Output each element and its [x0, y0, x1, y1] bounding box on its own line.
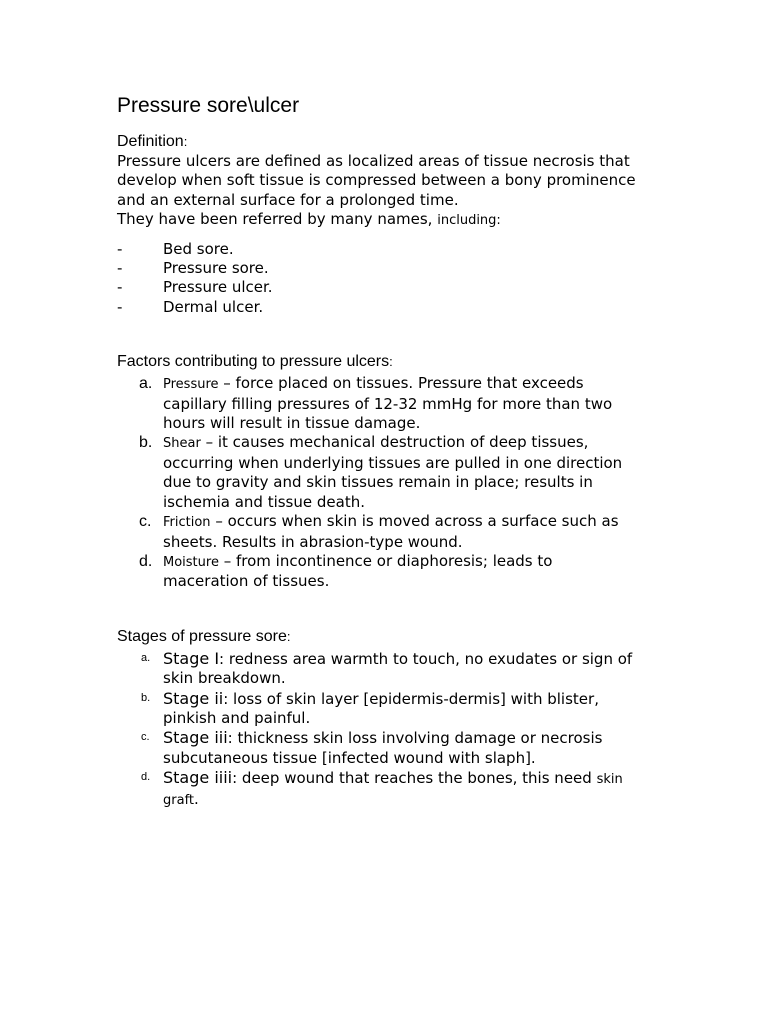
name-text: Dermal ulcer. [163, 297, 264, 316]
dash-bullet: - [117, 239, 123, 258]
stage-label: Stage I [163, 648, 220, 668]
stage-body [163, 728, 637, 768]
list-marker: b. [141, 691, 151, 704]
list-item [117, 298, 637, 317]
factor-term: Pressure [163, 377, 219, 393]
list-item [117, 768, 637, 810]
stage-body [163, 768, 637, 810]
dash-bullet: - [117, 278, 123, 297]
names-including: including: [437, 213, 501, 229]
factor-body [163, 433, 637, 512]
factor-term: Shear [163, 436, 201, 452]
document-title: Pressure sore\ulcer [117, 94, 300, 117]
names-intro [117, 210, 637, 230]
definition-heading-colon: : [183, 134, 188, 149]
factors-heading-text: Factors contributing to pressure ulcers [117, 353, 390, 371]
list-marker: b. [139, 434, 153, 452]
stages-heading-colon: : [286, 628, 291, 644]
definition-text: Pressure ulcers are defined as localized areas of tissue necrosis that develop when soft tissue is compressed between a bony prominence and an external surface for a prolonged time. [117, 152, 636, 209]
factor-body [163, 374, 637, 433]
dash-bullet: - [117, 297, 123, 316]
list-item [117, 728, 637, 768]
stage-tail: skin graft [163, 772, 623, 808]
stages-heading-text: Stages of pressure sore [117, 627, 287, 645]
stage-body [163, 689, 637, 729]
names-list [117, 240, 637, 318]
stage-text: : deep wound that reaches the bones, this need [232, 769, 597, 788]
name-text: Pressure ulcer. [163, 278, 273, 297]
factor-term: Moisture [163, 554, 219, 570]
definition-heading [117, 132, 637, 152]
name-text: Pressure sore. [163, 259, 269, 278]
stage-text: : thickness skin loss involving damage or necrosis subcutaneous tissue [infected wound with slaph]. [163, 729, 603, 767]
list-marker: c. [141, 731, 150, 744]
name-text: Bed sore. [163, 239, 234, 258]
stage-label: Stage ii [163, 688, 224, 708]
stages-list [117, 649, 637, 810]
factors-list [117, 374, 637, 591]
list-item [117, 259, 637, 278]
list-item [117, 552, 637, 592]
stage-body [163, 649, 637, 689]
names-intro-text: They have been referred by many names, [117, 210, 438, 229]
factors-heading-colon: : [389, 354, 393, 370]
factor-term: Friction [163, 515, 211, 531]
dash-bullet: - [117, 259, 123, 278]
list-marker: c. [139, 513, 152, 531]
factor-body [163, 512, 637, 552]
document-page [117, 92, 637, 810]
list-item [117, 278, 637, 297]
definition-heading-text: Definition [117, 133, 184, 150]
list-item [117, 374, 637, 433]
list-item [117, 649, 637, 689]
list-marker: a. [139, 375, 153, 393]
list-marker: a. [141, 651, 151, 664]
stage-text: : loss of skin layer [epidermis-dermis] with blister, pinkish and painful. [163, 689, 599, 727]
factor-text: – force placed on tissues. Pressure that exceeds capillary filling pressures of 12-32 mmHg for more than two hours will result in tissue damage. [163, 374, 613, 433]
list-item [117, 433, 637, 512]
list-item [117, 512, 637, 552]
factor-text: – occurs when skin is moved across a surface such as sheets. Results in abrasion-type wound. [163, 512, 619, 551]
factor-text: – from incontinence or diaphoresis; leads to maceration of tissues. [163, 551, 553, 591]
factors-heading [117, 352, 637, 372]
stage-end: . [194, 789, 199, 808]
list-marker: d. [141, 771, 151, 784]
list-item [117, 240, 637, 259]
list-item [117, 689, 637, 729]
stages-heading [117, 627, 637, 647]
factor-body [163, 552, 637, 592]
stage-label: Stage iii [163, 728, 228, 748]
stage-label: Stage iiii [163, 768, 233, 788]
factor-text: – it causes mechanical destruction of deep tissues, occurring when underlying tissues are pulled in one direction due to gravity and skin tissues remain in place; results in ischemia and tissue death. [163, 433, 623, 511]
stage-text: : redness area warmth to touch, no exudates or sign of skin breakdown. [163, 649, 633, 688]
list-marker: d. [139, 552, 153, 570]
